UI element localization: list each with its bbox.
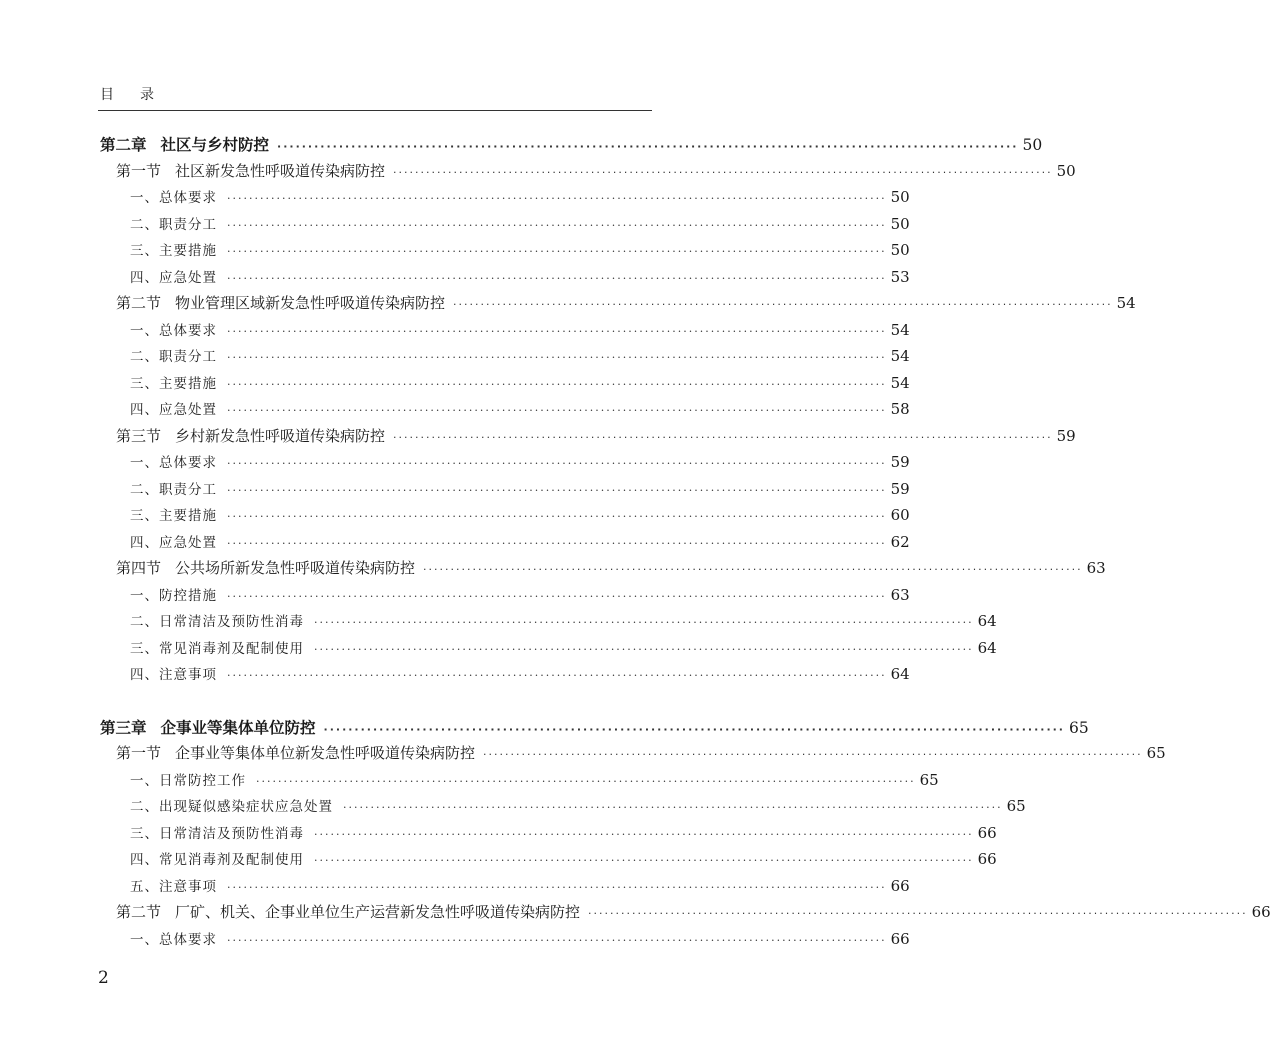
toc-entry-page: 54 (890, 373, 910, 392)
dot-leader: ························································································································ (393, 430, 1053, 444)
toc-entry-number: 第二节 (116, 903, 162, 921)
toc-entry-title: 三、主要措施 (130, 508, 217, 524)
toc-entry-title: 一、总体要求 (130, 190, 217, 206)
toc-entry-title: 三、日常清洁及预防性消毒 (130, 825, 304, 842)
dot-leader: ························································································································ (227, 351, 887, 364)
toc-entry-title: 企事业等集体单位防控 (160, 718, 316, 737)
toc-entry-page: 66 (890, 929, 910, 948)
toc-entry-title: 四、应急处置 (130, 402, 217, 418)
toc-entry-title: 二、职责分工 (130, 216, 217, 233)
toc-entry-page: 54 (890, 320, 910, 339)
page-number: 2 (98, 968, 109, 988)
dot-leader: ························································································································ (227, 457, 887, 470)
toc-entry-title: 物业管理区域新发急性呼吸道传染病防控 (175, 294, 446, 312)
dot-leader: ························································································································ (343, 801, 1003, 814)
header-word-1: 目 (100, 87, 114, 103)
toc-entry-item[interactable] (130, 848, 997, 868)
toc-entry-item[interactable] (130, 478, 910, 498)
toc-entry-item[interactable] (130, 266, 910, 286)
toc-entry-section[interactable] (116, 742, 1166, 763)
toc-entry-page: 60 (890, 506, 910, 524)
toc-entry-page: 50 (890, 214, 910, 233)
toc-entry-title: 四、注意事项 (130, 667, 217, 683)
dot-leader: ························································································································ (227, 218, 887, 232)
toc-entry-item[interactable] (130, 451, 910, 471)
toc-entry-title: 二、职责分工 (130, 481, 217, 498)
toc-entry-title: 四、应急处置 (130, 534, 217, 551)
toc-entry-number: 第一节 (116, 161, 162, 180)
toc-entry-item[interactable] (130, 795, 1026, 815)
toc-entry-page: 66 (977, 823, 997, 842)
toc-entry-item[interactable] (130, 398, 910, 418)
toc-entry-page: 66 (890, 876, 910, 895)
toc-entry-title: 一、总体要求 (130, 322, 217, 339)
toc-entry-title: 公共场所新发急性呼吸道传染病防控 (175, 559, 416, 577)
toc-entry-page: 58 (890, 400, 910, 418)
toc-entry-item[interactable] (130, 372, 910, 392)
toc-entry-page: 62 (890, 532, 910, 551)
dot-leader: ························································································································ (227, 589, 887, 603)
toc-entry-title: 三、主要措施 (130, 375, 217, 392)
toc-entry-page: 63 (1086, 559, 1106, 577)
toc-entry-item[interactable] (130, 213, 910, 233)
toc-entry-number: 第二章 (100, 136, 147, 154)
toc-entry-item[interactable] (130, 637, 997, 657)
toc-entry-item[interactable] (130, 663, 910, 683)
toc-entry-item[interactable] (130, 319, 910, 339)
dot-leader: ························································································································ (227, 880, 887, 894)
toc-entry-chapter[interactable] (100, 133, 1043, 155)
toc-entry-page: 54 (890, 347, 910, 365)
toc-entry-page: 50 (1056, 161, 1076, 180)
toc-entry-page: 59 (890, 453, 910, 471)
toc-entry-item[interactable] (130, 928, 910, 948)
toc-entry-item[interactable] (130, 610, 997, 630)
dot-leader: ························································································································ (588, 907, 1248, 920)
dot-leader: ························································································································ (227, 192, 887, 205)
dot-leader: ························································································································ (453, 298, 1113, 311)
toc-entry-item[interactable] (130, 186, 910, 206)
toc-entry-title: 一、日常防控工作 (130, 772, 246, 789)
toc-entry-page: 59 (890, 479, 910, 498)
dot-leader: ························································································································ (277, 140, 1019, 153)
dot-leader: ························································································································ (256, 774, 916, 788)
dot-leader: ························································································································ (314, 642, 974, 656)
toc-entry-page: 59 (1056, 426, 1076, 445)
dot-leader: ························································································································ (227, 510, 887, 523)
dot-leader: ························································································································ (314, 827, 974, 841)
toc-entry-title: 一、总体要求 (130, 931, 217, 948)
toc-entry-title: 企事业等集体单位新发急性呼吸道传染病防控 (175, 744, 476, 762)
toc-entry-number: 第三章 (100, 718, 147, 737)
dot-leader: ························································································································ (227, 377, 887, 391)
toc-entry-title: 社区新发急性呼吸道传染病防控 (175, 161, 386, 180)
toc-entry-title: 二、出现疑似感染症状应急处置 (130, 799, 333, 815)
header-word-2: 录 (140, 87, 154, 103)
toc-entry-item[interactable] (130, 822, 997, 842)
toc-entry-title: 四、应急处置 (130, 269, 217, 286)
toc-entry-title: 一、防控措施 (130, 587, 217, 604)
toc-entry-page: 65 (1146, 744, 1166, 762)
toc-entry-page: 66 (1251, 903, 1271, 921)
dot-leader: ························································································································ (227, 271, 887, 285)
toc-entry-section[interactable] (116, 901, 1271, 922)
toc-entry-page: 54 (1116, 294, 1136, 312)
toc-entry-page: 64 (977, 638, 997, 657)
toc-entry-title: 一、总体要求 (130, 455, 217, 471)
toc-entry-title: 四、常见消毒剂及配制使用 (130, 852, 304, 868)
toc-entry-title: 乡村新发急性呼吸道传染病防控 (175, 426, 386, 445)
toc-entry-number: 第一节 (116, 744, 162, 762)
dot-leader: ························································································································ (227, 324, 887, 338)
toc-entry-item[interactable] (130, 345, 910, 365)
toc-entry-page: 65 (1006, 797, 1026, 815)
toc-entry-title: 社区与乡村防控 (160, 136, 270, 154)
toc-entry-chapter[interactable] (100, 716, 1089, 738)
toc-entry-page: 66 (977, 850, 997, 868)
toc-entry-section[interactable] (116, 160, 1076, 181)
toc-entry-section[interactable] (116, 557, 1106, 578)
dot-leader: ························································································································ (227, 669, 887, 682)
toc-entry-item[interactable] (130, 769, 939, 789)
dot-leader: ························································································································ (483, 748, 1143, 761)
toc-entry-title: 三、常见消毒剂及配制使用 (130, 640, 304, 657)
toc-entry-number: 第三节 (116, 426, 162, 445)
toc-entry-page: 53 (890, 267, 910, 286)
toc-entry-title: 二、日常清洁及预防性消毒 (130, 614, 304, 630)
dot-leader: ························································································································ (314, 616, 974, 629)
toc-entry-page: 50 (890, 241, 910, 259)
toc-entry-title: 三、主要措施 (130, 243, 217, 259)
toc-entry-page: 64 (977, 612, 997, 630)
toc-entry-page: 64 (890, 665, 910, 683)
toc-entry-page: 63 (890, 585, 910, 604)
toc-entry-page: 65 (1068, 718, 1089, 737)
toc-entry-item[interactable] (130, 239, 910, 259)
toc-entry-title: 厂矿、机关、企事业单位生产运营新发急性呼吸道传染病防控 (175, 903, 581, 921)
dot-leader: ························································································································ (314, 854, 974, 867)
dot-leader: ························································································································ (227, 483, 887, 497)
toc-entry-page: 50 (890, 188, 910, 206)
toc-entry-title: 五、注意事项 (130, 878, 217, 895)
toc-entry-number: 第四节 (116, 559, 162, 577)
toc-entry-page: 65 (919, 770, 939, 789)
dot-leader: ························································································································ (393, 165, 1053, 179)
dot-leader: ························································································································ (227, 933, 887, 947)
toc-entry-page: 50 (1022, 136, 1043, 154)
toc-entry-item[interactable] (130, 584, 910, 604)
toc-entry-item[interactable] (130, 504, 910, 524)
toc-entry-number: 第二节 (116, 294, 162, 312)
dot-leader: ························································································································ (227, 404, 887, 417)
dot-leader: ························································································································ (227, 536, 887, 550)
toc-entry-section[interactable] (116, 292, 1136, 313)
dot-leader: ························································································································ (227, 245, 887, 258)
dot-leader: ························································································································ (323, 722, 1065, 736)
toc-entry-item[interactable] (130, 875, 910, 895)
dot-leader: ························································································································ (423, 563, 1083, 576)
toc-entry-section[interactable] (116, 425, 1076, 446)
toc-entry-title: 二、职责分工 (130, 349, 217, 365)
toc-entry-item[interactable] (130, 531, 910, 551)
